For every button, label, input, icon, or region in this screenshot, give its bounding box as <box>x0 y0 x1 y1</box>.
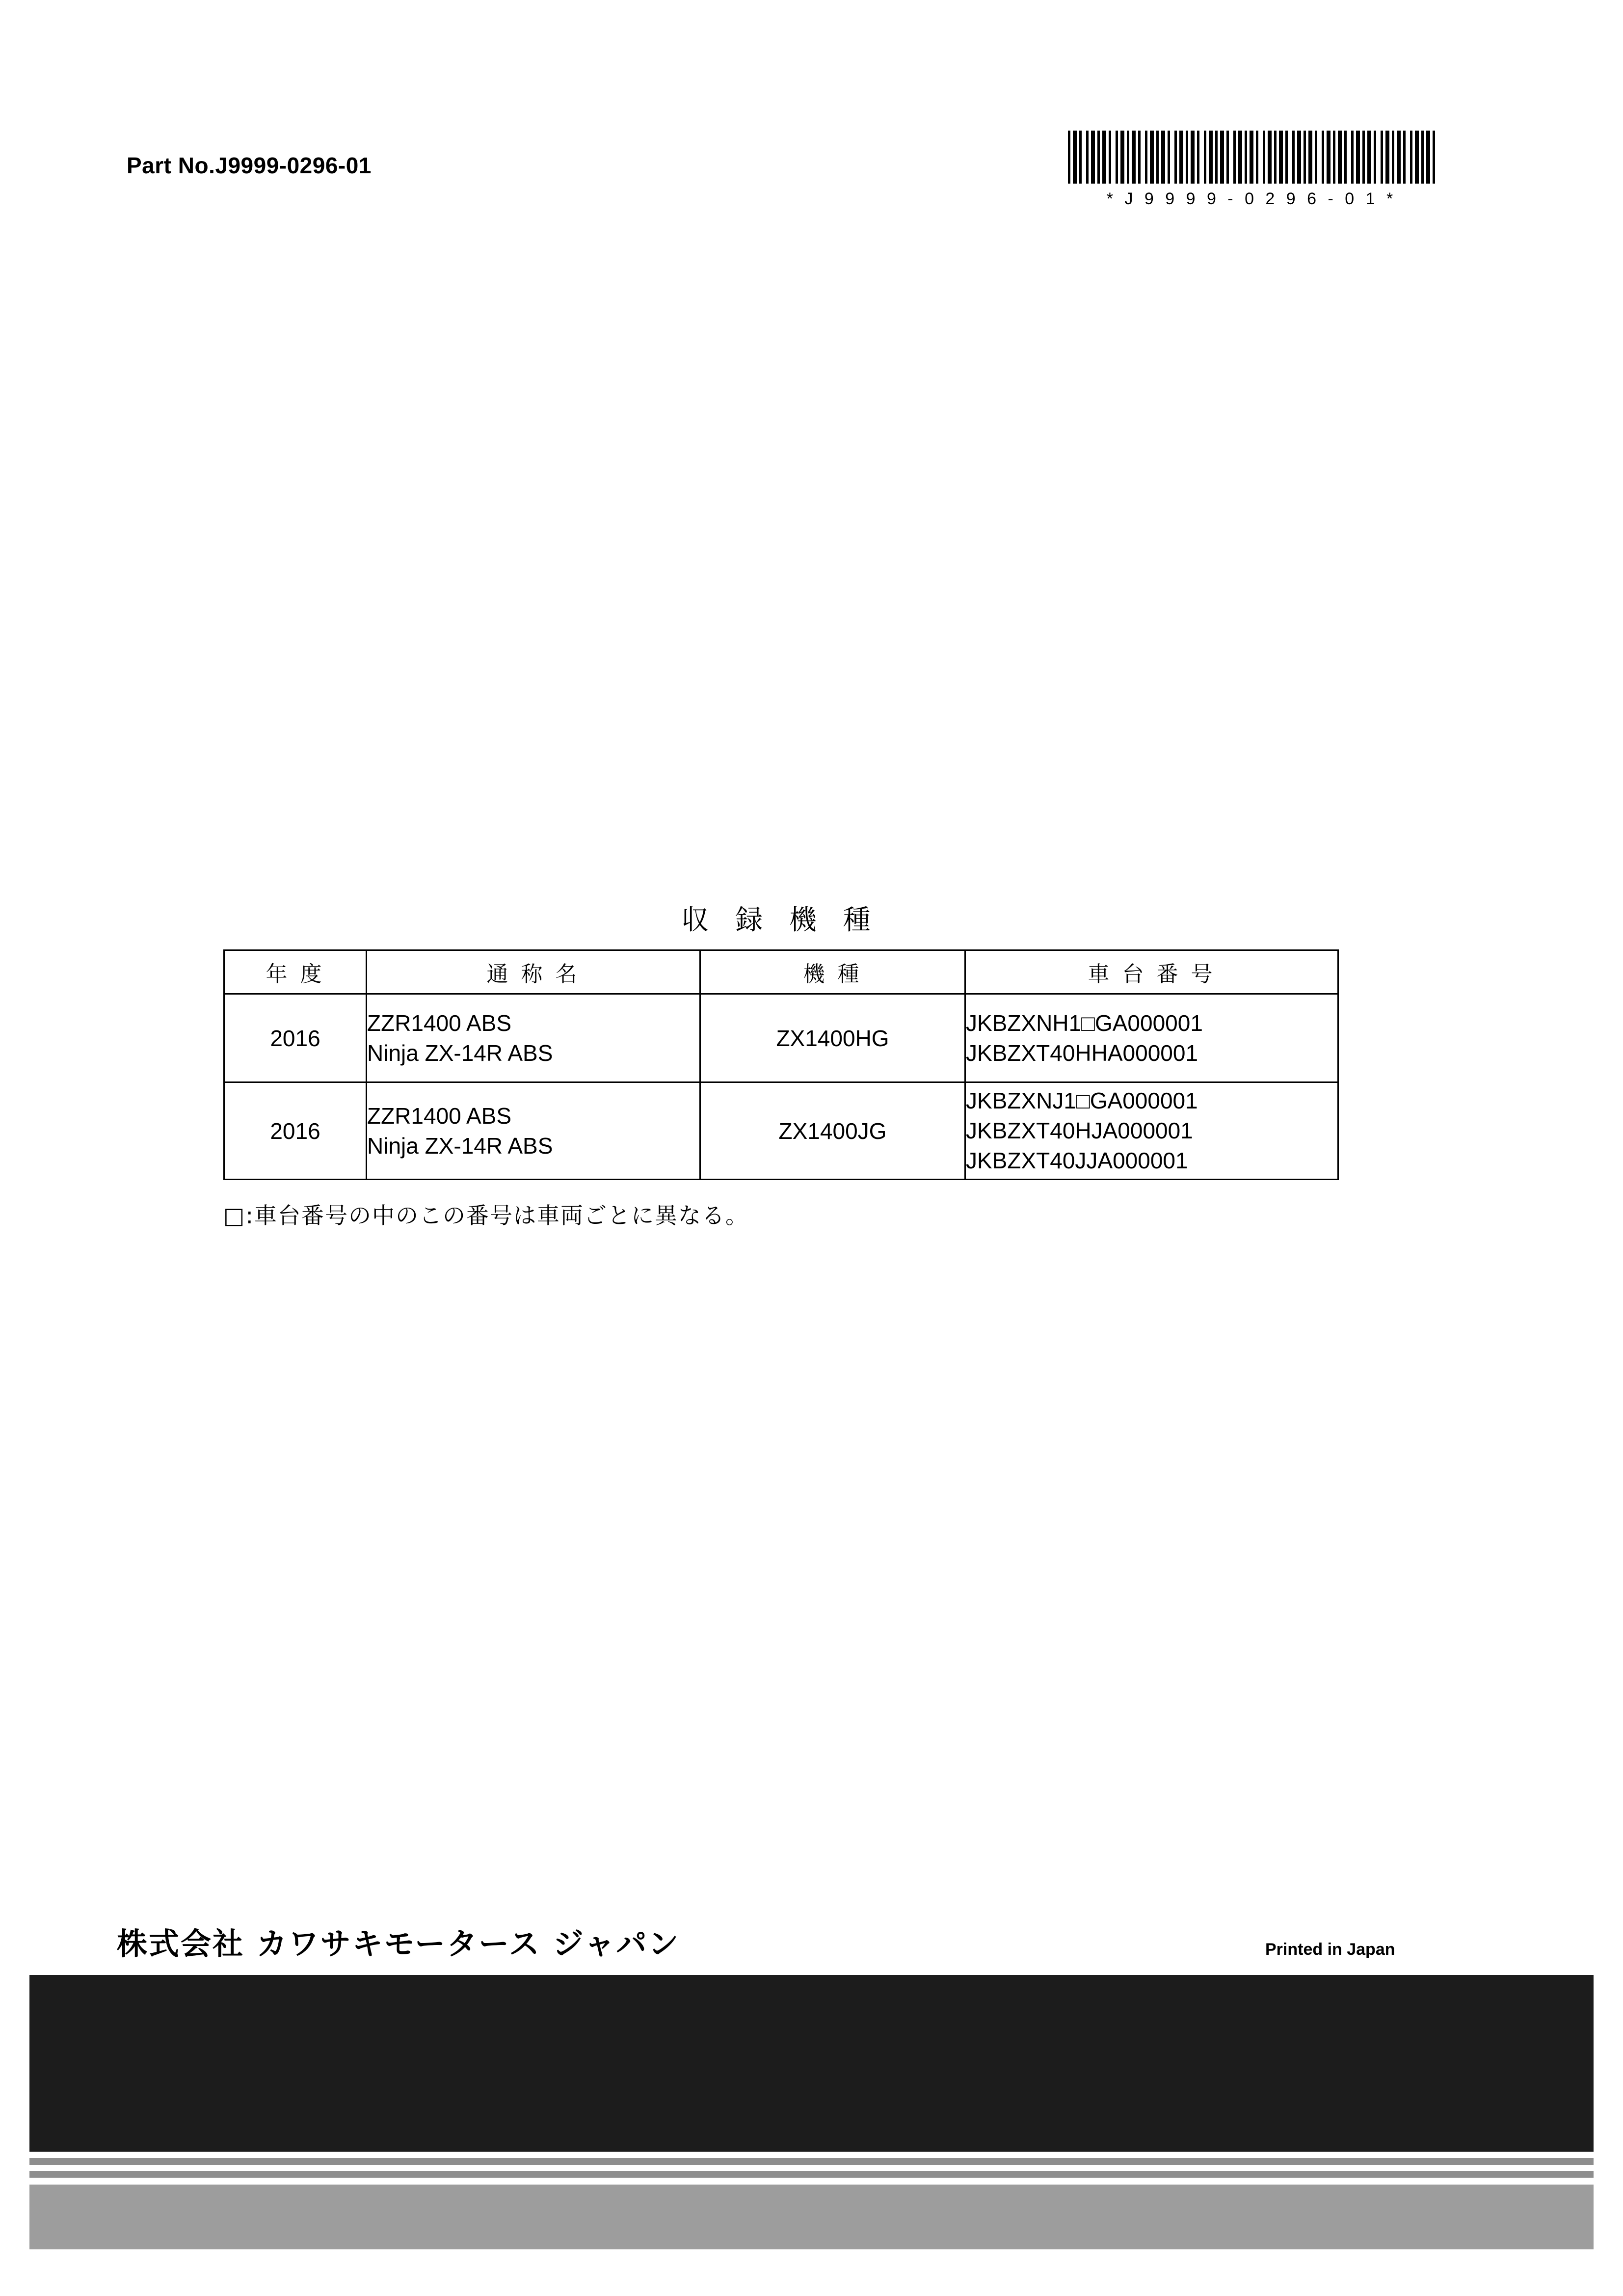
vin-line-3: JKBZXT40JJA000001 <box>966 1147 1188 1173</box>
page-left-margin <box>0 0 29 2296</box>
column-header-year: 年 度 <box>224 950 367 994</box>
cell-common-name <box>367 1082 700 1180</box>
barcode-bars-image <box>1068 131 1435 184</box>
table-row <box>224 994 1338 1082</box>
footer-dark-band <box>29 1975 1594 2152</box>
common-name-line-2: Ninja ZX-14R ABS <box>367 1133 553 1159</box>
models-section <box>223 898 1337 1230</box>
vin-line-1: JKBZXNH1□GA000001 <box>966 1010 1203 1036</box>
cell-model: ZX1400HG <box>700 994 965 1082</box>
footer-rule-top <box>29 2158 1594 2165</box>
barcode <box>1068 131 1435 209</box>
common-name-line-2: Ninja ZX-14R ABS <box>367 1040 553 1066</box>
cell-year: 2016 <box>224 1082 367 1180</box>
company-name: 株式会社 カワサキモータース ジャパン <box>117 1926 680 1962</box>
table-footnote: □:車台番号の中のこの番号は車両ごとに異なる。 <box>223 1202 749 1229</box>
printed-in-japan: Printed in Japan <box>1265 1940 1395 1959</box>
footer-rule-bottom <box>29 2171 1594 2178</box>
models-table-title: 収 録 機 種 <box>681 904 879 936</box>
footer-white-band <box>29 2249 1594 2296</box>
cell-vin <box>965 1082 1338 1180</box>
common-name-line-1: ZZR1400 ABS <box>367 1103 512 1129</box>
table-row <box>224 1082 1338 1180</box>
cell-common-name <box>367 994 700 1082</box>
models-table <box>223 949 1339 1180</box>
footer-grey-band <box>29 2185 1594 2249</box>
column-header-vin: 車 台 番 号 <box>965 950 1338 994</box>
vin-line-1: JKBZXNJ1□GA000001 <box>966 1088 1198 1114</box>
part-number: Part No.J9999-0296-01 <box>127 153 372 178</box>
cell-year: 2016 <box>224 994 367 1082</box>
vin-line-2: JKBZXT40HHA000001 <box>966 1040 1198 1066</box>
vin-line-2: JKBZXT40HJA000001 <box>966 1118 1193 1144</box>
barcode-label: * J 9 9 9 9 - 0 2 9 6 - 0 1 * <box>1106 189 1397 208</box>
cell-model: ZX1400JG <box>700 1082 965 1180</box>
common-name-line-1: ZZR1400 ABS <box>367 1010 512 1036</box>
column-header-common-name: 通 称 名 <box>367 950 700 994</box>
cell-vin <box>965 994 1338 1082</box>
table-header-row <box>224 950 1338 994</box>
column-header-model: 機 種 <box>700 950 965 994</box>
